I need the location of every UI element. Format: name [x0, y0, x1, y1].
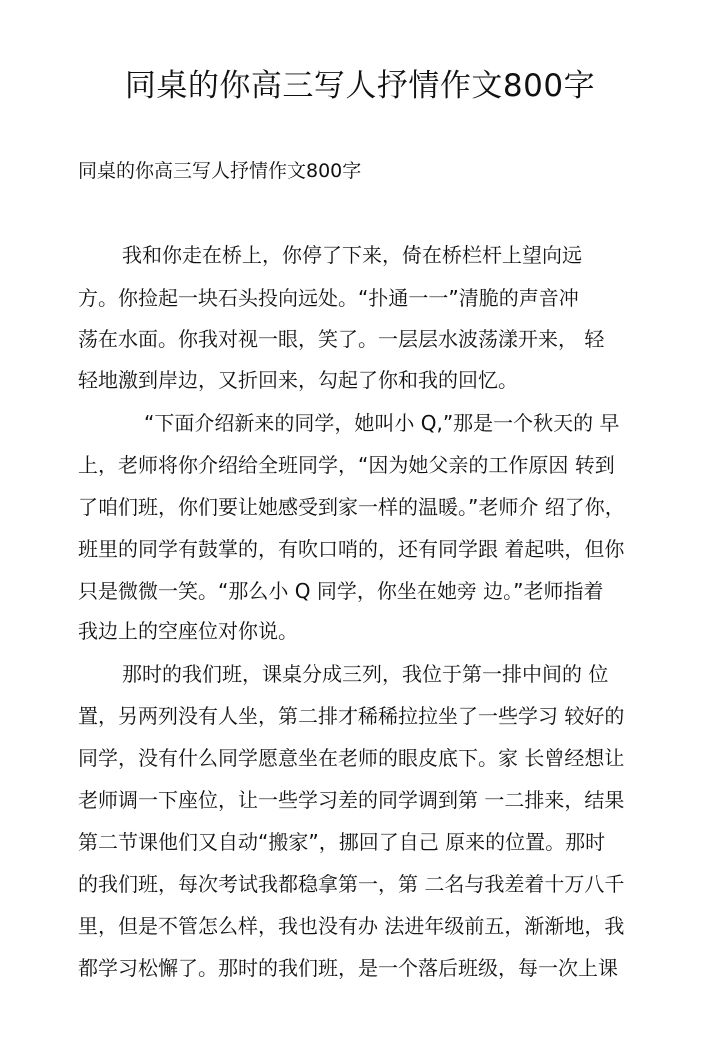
body-line: 我和你走在桥上，你停了下来，倚在桥栏杆上望向远: [122, 243, 582, 267]
body-line: 都学习松懈了。那时的我们班，是一个落后班级，每一次上课: [78, 956, 618, 980]
body-line: 只是微微一笑。“那么小 Q 同学，你坐在她旁 边。”老师指着: [78, 579, 604, 603]
body-line: 同学，没有什么同学愿意坐在老师的眼皮底下。家 长曾经想让: [78, 746, 625, 770]
body-line: 那时的我们班，课桌分成三列，我位于第一排中间的 位: [122, 662, 609, 686]
body-line: 荡在水面。你我对视一眼，笑了。一层层水波荡漾开来， 轻: [78, 327, 605, 351]
body-line: 里，但是不管怎么样，我也没有办 法进年级前五，渐渐地，我: [78, 914, 625, 938]
body-line: 我边上的空座位对你说。: [78, 619, 298, 643]
body-line: 老师调一下座位，让一些学习差的同学调到第 一二排来，结果: [78, 788, 625, 812]
body-line: “下面介绍新来的同学，她叫小 Q,”那是一个秋天的 早: [144, 411, 620, 435]
body-line: 了咱们班，你们要让她感受到家一样的温暖。”老师介 绍了你，: [78, 495, 625, 519]
body-line: 班里的同学有鼓掌的，有吹口哨的，还有同学跟 着起哄，但你: [78, 537, 625, 561]
body-line: 上，老师将你介绍给全班同学，“因为她父亲的工作原因 转到: [78, 453, 615, 477]
body-line: 第二节课他们又自动“搬家”，挪回了自己 原来的位置。那时: [78, 830, 606, 854]
body-line: 置，另两列没有人坐，第二排才稀稀拉拉坐了一些学习 较好的: [78, 704, 625, 728]
body-line: 的我们班，每次考试我都稳拿第一，第 二名与我差着十万八千: [78, 872, 625, 896]
body-line: 轻地激到岸边，又折回来，勾起了你和我的回忆。: [78, 368, 518, 392]
body-line: 方。你捡起一块石头投向远处。“扑通一一”清脆的声音冲: [78, 286, 579, 310]
document-subtitle: 同桌的你高三写人抒情作文800字: [78, 160, 362, 182]
document-title: 同桌的你高三写人抒情作文800字: [124, 68, 596, 104]
